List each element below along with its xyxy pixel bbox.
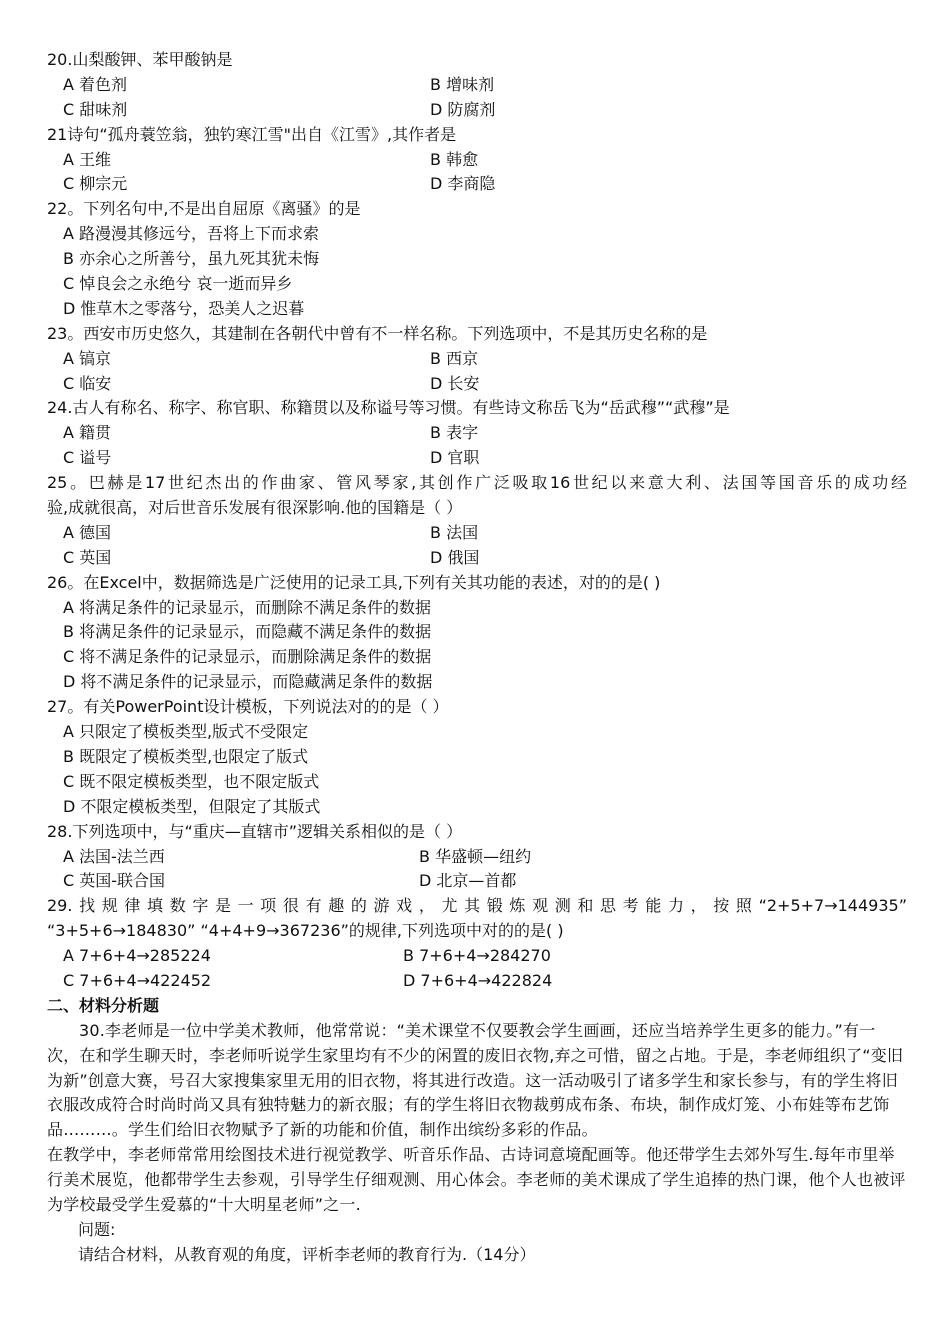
question-20-option-d: D 防腐剂: [430, 99, 496, 119]
question-21-stem: 21诗句“孤舟蓑笠翁，独钓寒江雪"出自《江雪》,其作者是: [47, 124, 457, 144]
question-23-option-c: C 临安: [63, 373, 112, 393]
question-22-option-a: A 路漫漫其修远兮，吾将上下而求索: [63, 224, 320, 244]
question-25-option-d: D 俄国: [430, 547, 480, 567]
question-25-option-b: B 法国: [430, 522, 479, 542]
question-26-option-d: D 将不满足条件的记录显示，而隐藏满足条件的数据: [63, 672, 433, 692]
question-30-question-text: 请结合材料，从教育观的角度，评析李老师的教育行为.（14分）: [78, 1244, 536, 1264]
question-23-option-b: B 西京: [430, 348, 479, 368]
question-27-option-c: C 既不限定模板类型，也不限定版式: [63, 771, 320, 791]
exam-page: [47, 48, 907, 1268]
question-28-options-row-2: [47, 869, 907, 894]
question-22-option-c: C 悼良会之永绝兮 哀一逝而异乡: [63, 274, 293, 294]
question-21-option-a: A 王维: [63, 149, 112, 169]
question-29-stem-line-1: 29.找规律填数字是一项很有趣的游戏，尤其锻炼观测和思考能力，按照“2+5+7→144935”: [47, 896, 907, 916]
question-29-option-b: B 7+6+4→284270: [403, 946, 551, 966]
question-29-option-c: C 7+6+4→422452: [63, 970, 212, 990]
question-28-stem: 28.下列选项中，与“重庆—直辖市”逻辑关系相似的是（ ）: [47, 821, 463, 841]
question-27-option-a: A 只限定了模板类型,版式不受限定: [63, 722, 309, 742]
question-23-options-row-2: [47, 372, 907, 397]
question-20-option-c: C 甜味剂: [63, 99, 128, 119]
question-21-option-b: B 韩愈: [430, 149, 479, 169]
question-29-stem-line-2: “3+5+6→184830” “4+4+9→367236”的规律,下列选项中对的的是( ): [47, 921, 564, 941]
question-23-option-d: D 长安: [430, 373, 480, 393]
question-25-stem-line-1: 25。巴赫是17世纪杰出的作曲家、管风琴家,其创作广泛吸取16世纪以来意大利、法国等国音乐的成功经: [47, 473, 907, 493]
question-28-options-row-1: [47, 845, 907, 870]
question-25-option-c: C 英国: [63, 547, 112, 567]
question-20-options-row-1: [47, 73, 907, 98]
question-23-option-a: A 镐京: [63, 348, 112, 368]
question-23-options-row-1: [47, 347, 907, 372]
question-21-option-c: C 柳宗元: [63, 174, 128, 194]
question-20-option-a: A 着色剂: [63, 74, 128, 94]
question-22-option-d: D 惟草木之零落兮，恐美人之迟暮: [63, 298, 305, 318]
question-27-option-d: D 不限定模板类型，但限定了其版式: [63, 796, 321, 816]
question-28-option-c: C 英国-联合国: [63, 871, 166, 891]
question-25-stem-line-2: 验,成就很高，对后世音乐发展有很深影响.他的国籍是（ ）: [47, 498, 463, 518]
question-26-stem: 26。在Excel中，数据筛选是广泛使用的记录工具,下列有关其功能的表述，对的的是( ): [47, 572, 661, 592]
question-22-option-b: B 亦余心之所善兮，虽九死其犹未悔: [63, 249, 320, 269]
question-24-options-row-1: [47, 421, 907, 446]
question-24-option-b: B 表字: [430, 423, 479, 443]
question-21-options-row-1: [47, 148, 907, 173]
question-29-options-row-2: [47, 969, 907, 994]
question-27-option-b: B 既限定了模板类型,也限定了版式: [63, 746, 309, 766]
question-24-option-c: C 谥号: [63, 448, 112, 468]
question-28-option-b: B 华盛顿—纽约: [419, 846, 532, 866]
question-21-options-row-2: [47, 172, 907, 197]
question-30-material-paragraph-2: 在教学中，李老师常常用绘图技术进行视觉教学、听音乐作品、古诗词意境配画等。他还带学生去郊外写生.每年市里举行美术展览，他都带学生去参观，引导学生仔细观测、用心体会。李老师的美术课成了学生追捧的热门课，他个人也被评为学校最受学生爱慕的“十大明星老师”之一.: [47, 1145, 906, 1215]
question-20-option-b: B 增味剂: [430, 74, 495, 94]
question-25-option-a: A 德国: [63, 522, 112, 542]
question-29-options-row-1: [47, 944, 907, 969]
question-26-option-b: B 将满足条件的记录显示，而隐藏不满足条件的数据: [63, 622, 432, 642]
question-21-option-d: D 李商隐: [430, 174, 496, 194]
question-30-material-paragraph-1: 30.李老师是一位中学美术教师，他常常说：“美术课堂不仅要教会学生画画，还应当培养学生更多的能力。”有一次，在和学生聊天时，李老师听说学生家里均有不少的闲置的废旧衣物,弃之可惜，留之占地。于是，李老师组织了“变旧为新”创意大赛，号召大家搜集家里无用的旧衣物，将其进行改造。这一活动吸引了诸多学生和家长参与，有的学生将旧衣服改成符合时尚时尚又具有独特魅力的新衣服；有的学生将旧衣物裁剪成布条、布块，制作成灯笼、小布娃等布艺饰品………。学生们给旧衣物赋予了新的功能和价值，制作出缤纷多彩的作品。: [47, 1020, 904, 1140]
question-24-option-d: D 官职: [430, 448, 480, 468]
question-24-stem: 24.古人有称名、称字、称官职、称籍贯以及称谥号等习惯。有些诗文称岳飞为“岳武穆”“武穆”是: [47, 398, 730, 418]
question-24-option-a: A 籍贯: [63, 423, 112, 443]
question-28-option-a: A 法国-法兰西: [63, 846, 165, 866]
question-28-option-d: D 北京—首都: [419, 871, 517, 891]
question-30-question-label: 问题:: [78, 1219, 116, 1239]
question-25-options-row-1: [47, 521, 907, 546]
question-23-stem: 23。西安市历史悠久，其建制在各朝代中曾有不一样名称。下列选项中，不是其历史名称的是: [47, 323, 708, 343]
question-29-option-a: A 7+6+4→285224: [63, 946, 211, 966]
question-20-options-row-2: [47, 98, 907, 123]
question-22-stem: 22。下列名句中,不是出自屈原《离骚》的是: [47, 199, 361, 219]
question-27-stem: 27。有关PowerPoint设计模板，下列说法对的的是（ ）: [47, 697, 449, 717]
question-20-stem: 20.山梨酸钾、苯甲酸钠是: [47, 50, 233, 69]
question-26-option-a: A 将满足条件的记录显示，而删除不满足条件的数据: [63, 597, 432, 617]
question-26-option-c: C 将不满足条件的记录显示，而删除满足条件的数据: [63, 647, 432, 667]
question-29-option-d: D 7+6+4→422824: [403, 970, 553, 990]
section-2-heading: 二、材料分析题: [47, 995, 160, 1015]
question-25-options-row-2: [47, 546, 907, 571]
question-24-options-row-2: [47, 446, 907, 471]
